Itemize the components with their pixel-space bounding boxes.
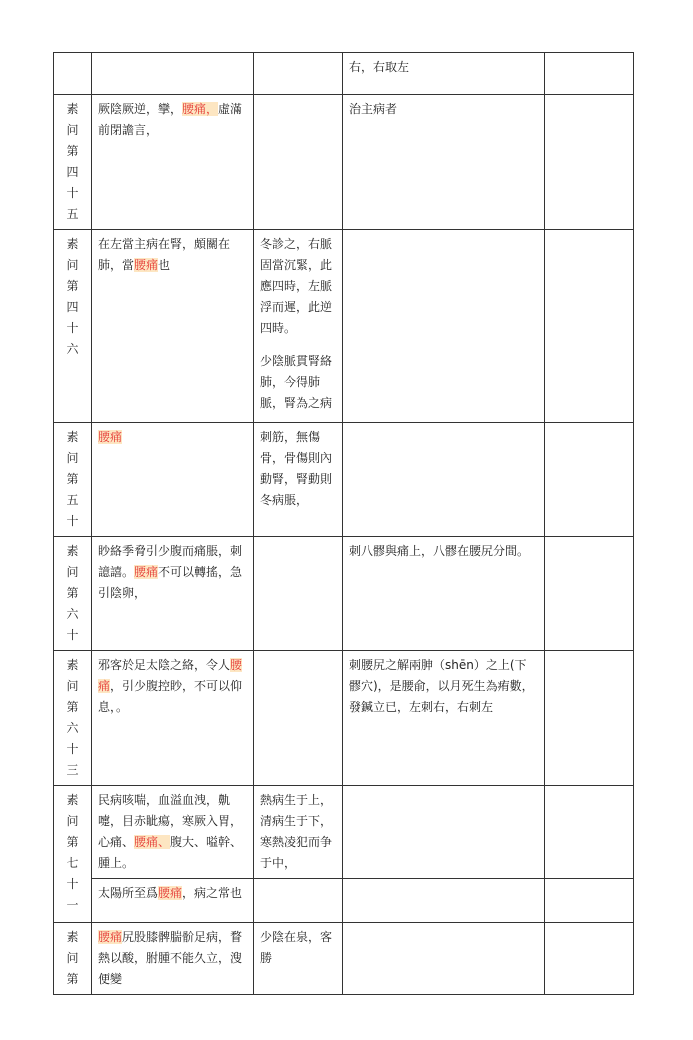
note-cell: [545, 651, 634, 786]
source-cell: [54, 423, 92, 537]
highlighted-term: 腰痛: [134, 565, 159, 579]
text-segment: 尻股膝髀腨骱足病，瞀熱以酸，胕腫不能久立，溲便變: [98, 930, 243, 986]
highlighted-term: 腰痛，: [182, 102, 219, 116]
source-cell: [54, 651, 92, 786]
source-char: 五: [66, 207, 79, 221]
text-segment: 邪客於足太陰之絡，令人: [98, 658, 231, 672]
treatment-cell: 刺腰尻之解兩胂（shēn）之上(下髎穴)，是腰俞，以月死生為痏數，發鍼立已，左刺右，右刺左: [343, 651, 545, 786]
highlighted-term: 腰痛: [158, 886, 183, 900]
source-char: 七: [66, 856, 79, 870]
source-char: 六: [66, 607, 79, 621]
text-cell: [92, 230, 254, 423]
source-char: 十: [66, 877, 79, 891]
pulse-paragraph: 刺筋，無傷骨，骨傷則內動腎，腎動則冬病脹，: [260, 430, 333, 507]
source-char: 十: [66, 628, 79, 642]
source-char: 素: [66, 544, 79, 558]
highlighted-term: 腰痛: [98, 430, 123, 444]
pulse-cell: [254, 879, 343, 923]
note-cell: [545, 537, 634, 651]
text-segment: 民病咳喘，血溢血洩，鼽嚏，目赤眦瘍，寒厥入胃，心痛、: [98, 793, 243, 849]
source-char: 四: [66, 300, 79, 314]
note-cell: [545, 95, 634, 230]
highlighted-term: 腰痛: [98, 930, 123, 944]
pulse-cell: [254, 651, 343, 786]
text-cell: [92, 53, 254, 95]
pulse-cell: [254, 786, 343, 879]
source-char: 第: [66, 586, 79, 600]
source-char: 素: [66, 102, 79, 116]
source-char: 第: [66, 144, 79, 158]
pulse-paragraph: 少陰脈貫腎絡肺，今得肺脈，腎為之病: [260, 354, 333, 410]
source-char: 第: [66, 835, 79, 849]
source-char: 素: [66, 237, 79, 251]
highlighted-term: 腰痛: [134, 258, 159, 272]
source-cell: [54, 53, 92, 95]
source-char: 问: [66, 565, 79, 579]
text-segment: 也: [158, 258, 171, 272]
highlighted-term: 腰痛、: [134, 835, 171, 849]
text-segment: 在左當主病在腎，頗關在肺，當: [98, 237, 231, 272]
text-segment: ，引少腹控眇，不可以仰息，。: [98, 679, 243, 714]
pulse-paragraph: 冬診之，右脈固當沉緊，此應四時，左脈浮而遲，此逆四時。: [260, 237, 333, 335]
text-segment: 不可以轉搖，急引陰卵，: [98, 565, 243, 600]
treatment-cell: [343, 786, 545, 879]
source-char: 素: [66, 658, 79, 672]
text-segment: 虛滿前閉譫言，: [98, 102, 243, 137]
text-segment: 腹大、嗌幹、腫上。: [98, 835, 243, 870]
source-char: 十: [66, 321, 79, 335]
source-char: 第: [66, 279, 79, 293]
table-row: [54, 53, 634, 95]
text-cell: [92, 423, 254, 537]
source-char: 六: [66, 342, 79, 356]
pulse-cell: [254, 923, 343, 995]
note-cell: [545, 53, 634, 95]
table-row: [54, 95, 634, 230]
note-cell: [545, 786, 634, 879]
source-char: 问: [66, 679, 79, 693]
note-cell: [545, 879, 634, 923]
text-cell: [92, 879, 254, 923]
source-char: 问: [66, 951, 79, 965]
table-row: [54, 537, 634, 651]
text-segment: 眇絡季脅引少腹而痛脹，刺譩譆。: [98, 544, 243, 579]
source-char: 第: [66, 472, 79, 486]
source-char: 五: [66, 493, 79, 507]
source-char: 问: [66, 451, 79, 465]
text-cell: [92, 651, 254, 786]
source-char: 十: [66, 742, 79, 756]
table-row: [54, 423, 634, 537]
source-char: 十: [66, 186, 79, 200]
source-char: 四: [66, 165, 79, 179]
source-cell: [54, 95, 92, 230]
source-char: 素: [66, 430, 79, 444]
source-char: 一: [66, 898, 79, 912]
text-segment: 太陽所至爲: [98, 886, 159, 900]
source-char: 第: [66, 972, 79, 986]
highlighted-term: 腰痛: [98, 658, 243, 693]
table-row: [54, 651, 634, 786]
text-cell: [92, 786, 254, 879]
treatment-cell: [343, 230, 545, 423]
source-char: 十: [66, 514, 79, 528]
text-segment: 厥陰厥逆，攣，: [98, 102, 183, 116]
source-char: 素: [66, 930, 79, 944]
text-cell: [92, 537, 254, 651]
note-cell: [545, 923, 634, 995]
source-cell: [54, 537, 92, 651]
table-body: [54, 53, 634, 995]
table-row: [54, 879, 634, 923]
table-row: [54, 786, 634, 879]
pulse-cell: [254, 95, 343, 230]
treatment-cell: 治主病者: [343, 95, 545, 230]
pulse-cell: [254, 537, 343, 651]
source-char: 问: [66, 123, 79, 137]
source-char: 第: [66, 700, 79, 714]
note-cell: [545, 230, 634, 423]
source-cell: [54, 786, 92, 923]
pulse-paragraph: 少陰在泉，客勝: [260, 930, 333, 965]
pulse-cell: [254, 230, 343, 423]
source-char: 六: [66, 721, 79, 735]
treatment-cell: [343, 879, 545, 923]
text-cell: [92, 923, 254, 995]
source-cell: [54, 923, 92, 995]
treatment-cell: 右，右取左: [343, 53, 545, 95]
source-char: 问: [66, 814, 79, 828]
treatment-cell: [343, 423, 545, 537]
table-row: [54, 230, 634, 423]
treatment-cell: [343, 923, 545, 995]
text-cell: [92, 95, 254, 230]
text-segment: ，病之常也: [182, 886, 243, 900]
treatment-cell: 刺八髎與痛上，八髎在腰尻分間。: [343, 537, 545, 651]
source-char: 问: [66, 258, 79, 272]
table-row: [54, 923, 634, 995]
pulse-cell: [254, 423, 343, 537]
document-table: [53, 52, 634, 995]
paragraph-gap: [260, 339, 336, 351]
note-cell: [545, 423, 634, 537]
source-char: 素: [66, 793, 79, 807]
pulse-paragraph: 熱病生于上，清病生于下，寒熱凌犯而争于中，: [260, 793, 333, 870]
source-char: 三: [66, 763, 79, 777]
pulse-cell: [254, 53, 343, 95]
source-cell: [54, 230, 92, 423]
